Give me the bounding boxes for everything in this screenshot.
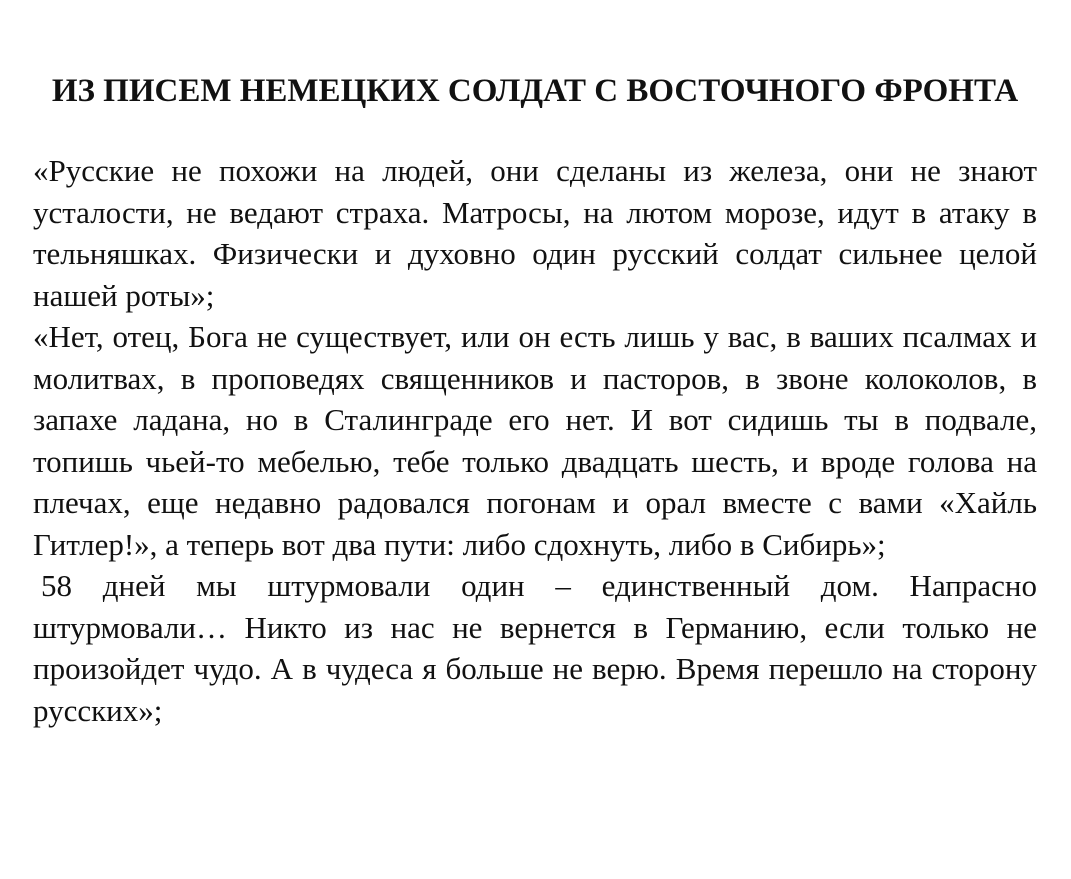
document-page [33, 70, 1037, 731]
letter-paragraph-3: 58 дней мы штурмовали один – единственный дом. Напрасно штурмовали… Никто из нас не вернется в Германию, если только не произойдет чудо. А в чудеса я больше не верю. Время перешло на сторону русских»; [33, 568, 1037, 728]
letter-paragraph-1: «Русские не похожи на людей, они сделаны из железа, они не знают усталости, не ведают страха. Матросы, на лютом морозе, идут в атаку в тельняшках. Физически и духовно один русский солдат сильнее целой нашей роты»; [33, 153, 1037, 313]
letter-paragraph-2: «Нет, отец, Бога не существует, или он есть лишь у вас, в ваших псалмах и молитвах, в проповедях священников и пасторов, в звоне колоколов, в запахе ладана, но в Сталинграде его нет. И вот сидишь ты в подвале, топишь чьей-то мебелью, тебе только двадцать шесть, и вроде голова на плечах, еще недавно радовался погонам и орал вместе с вами «Хайль Гитлер!», а теперь вот два пути: либо сдохнуть, либо в Сибирь»; [33, 319, 1037, 562]
document-title: ИЗ ПИСЕМ НЕМЕЦКИХ СОЛДАТ С ВОСТОЧНОГО ФРОНТА [51, 73, 1019, 109]
document-body [33, 150, 1037, 731]
